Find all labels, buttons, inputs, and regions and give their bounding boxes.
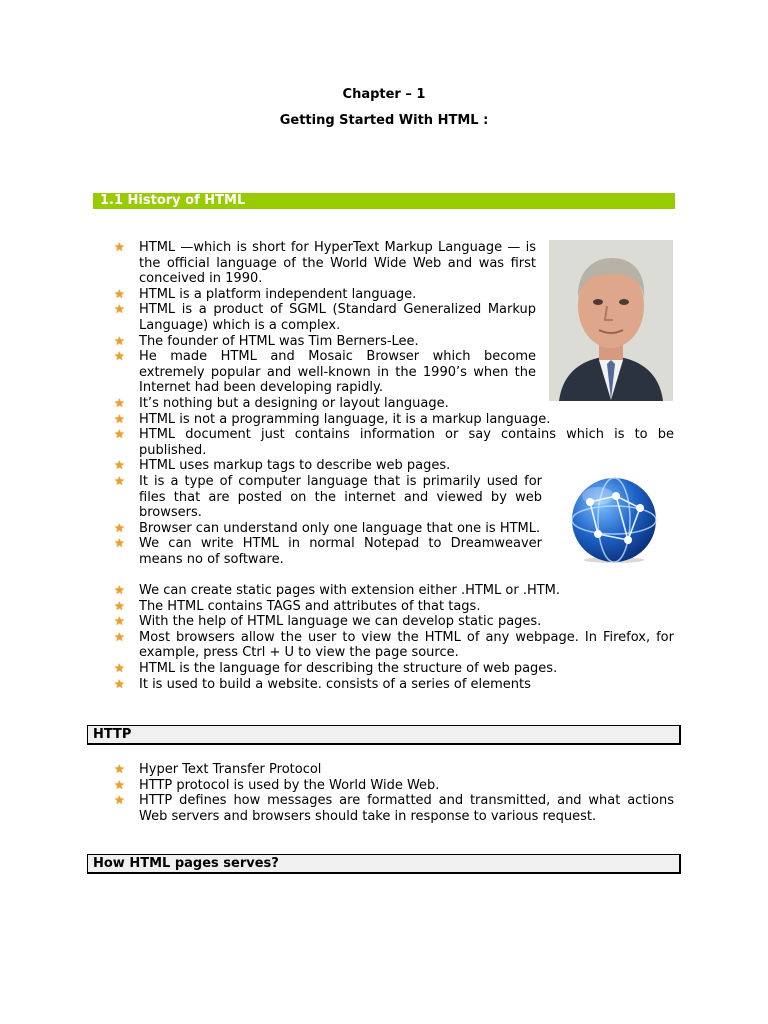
star-bullet-icon: ★: [114, 240, 125, 254]
star-bullet-icon: ★: [114, 427, 125, 442]
chapter-title: Chapter – 1: [342, 87, 426, 102]
list-item: [110, 334, 536, 350]
tim-berners-lee-photo: [549, 240, 673, 401]
list-item: [110, 762, 674, 778]
history-list-part-3: [110, 474, 542, 568]
star-bullet-icon: ★: [114, 676, 125, 691]
star-bullet-icon: ★: [114, 793, 125, 808]
list-item-text: Most browsers allow the user to view the HTML of any webpage. In Firefox, for example, press Ctrl + U to view the page source.: [139, 629, 674, 661]
list-item: [110, 661, 674, 677]
chapter-subtitle: Getting Started With HTML :: [279, 113, 489, 128]
list-item-text: It is a type of computer language that is primarily used for files that are posted on the internet and viewed by web browsers.: [139, 474, 542, 521]
http-list: [110, 762, 674, 824]
list-item: [110, 302, 536, 333]
list-item-text: It is used to build a website. consists of a series of elements: [139, 676, 531, 692]
list-item-text: He made HTML and Mosaic Browser which become extremely popular and well-known in the 1990’s when the Internet had been developing rapidly.: [139, 349, 536, 396]
list-item: [110, 427, 674, 458]
list-item: [110, 793, 674, 824]
list-item-text: Browser can understand only one language that one is HTML.: [139, 520, 541, 536]
star-bullet-icon: ★: [114, 660, 125, 675]
list-item-text: The HTML contains TAGS and attributes of that tags.: [139, 598, 481, 614]
network-globe-icon: [568, 476, 660, 564]
history-list-part-1: [110, 240, 536, 396]
list-item-text: We can write HTML in normal Notepad to Dreamweaver means no of software.: [139, 536, 542, 567]
list-item: [110, 599, 674, 615]
list-item-text: We can create static pages with extension either .HTML or .HTM.: [139, 583, 561, 598]
star-bullet-icon: ★: [114, 762, 125, 776]
list-item-text: HTML is the language for describing the structure of web pages.: [139, 660, 558, 676]
section-history-heading: 1.1 History of HTML: [93, 193, 675, 209]
history-list-part-2: [110, 396, 674, 474]
star-bullet-icon: ★: [114, 583, 125, 597]
star-bullet-icon: ★: [114, 536, 125, 551]
list-item: [110, 630, 674, 661]
star-bullet-icon: ★: [114, 286, 125, 301]
star-bullet-icon: ★: [114, 458, 125, 473]
list-item: [110, 240, 536, 287]
html-serves-heading: How HTML pages serves?: [87, 854, 681, 874]
star-bullet-icon: ★: [114, 474, 125, 488]
list-item: [110, 677, 674, 693]
list-item-text: It’s nothing but a designing or layout language.: [139, 396, 449, 411]
list-item-text: Hyper Text Transfer Protocol: [139, 762, 322, 777]
list-item-text: HTML is a product of SGML (Standard Generalized Markup Language) which is a complex.: [139, 302, 536, 333]
list-item-text: The founder of HTML was Tim Berners-Lee.: [139, 333, 419, 349]
list-item-text: HTML is a platform independent language.: [139, 286, 417, 302]
list-item: [110, 349, 536, 396]
list-item: [110, 458, 674, 474]
list-item: [110, 474, 542, 521]
star-bullet-icon: ★: [114, 598, 125, 613]
star-bullet-icon: ★: [114, 614, 125, 629]
list-item-text: HTTP protocol is used by the World Wide Web.: [139, 777, 440, 793]
list-item: [110, 412, 674, 428]
star-bullet-icon: ★: [114, 411, 125, 426]
star-bullet-icon: ★: [114, 349, 125, 364]
star-bullet-icon: ★: [114, 777, 125, 792]
list-item-text: HTML is not a programming language, it is a markup language.: [139, 411, 551, 427]
star-bullet-icon: ★: [114, 333, 125, 348]
list-item: [110, 583, 674, 599]
list-item: [110, 778, 674, 794]
http-heading: HTTP: [87, 725, 681, 745]
list-item-text: HTML document just contains information or say contains which is to be published.: [139, 427, 674, 458]
star-bullet-icon: ★: [114, 302, 125, 317]
history-list-part-4: [110, 583, 674, 692]
star-bullet-icon: ★: [114, 629, 125, 644]
list-item: [110, 614, 674, 630]
list-item: [110, 536, 542, 567]
list-item-text: HTTP defines how messages are formatted and transmitted, and what actions Web servers and browsers should take in response to various request.: [139, 793, 674, 824]
list-item-text: HTML uses markup tags to describe web pages.: [139, 458, 451, 474]
list-item-text: With the help of HTML language we can develop static pages.: [139, 614, 542, 630]
star-bullet-icon: ★: [114, 396, 125, 410]
list-item-text: HTML —which is short for HyperText Markup Language — is the official language of the World Wide Web and was first conceived in 1990.: [139, 240, 536, 287]
list-item: [110, 521, 542, 537]
list-item: [110, 287, 536, 303]
star-bullet-icon: ★: [114, 520, 125, 535]
